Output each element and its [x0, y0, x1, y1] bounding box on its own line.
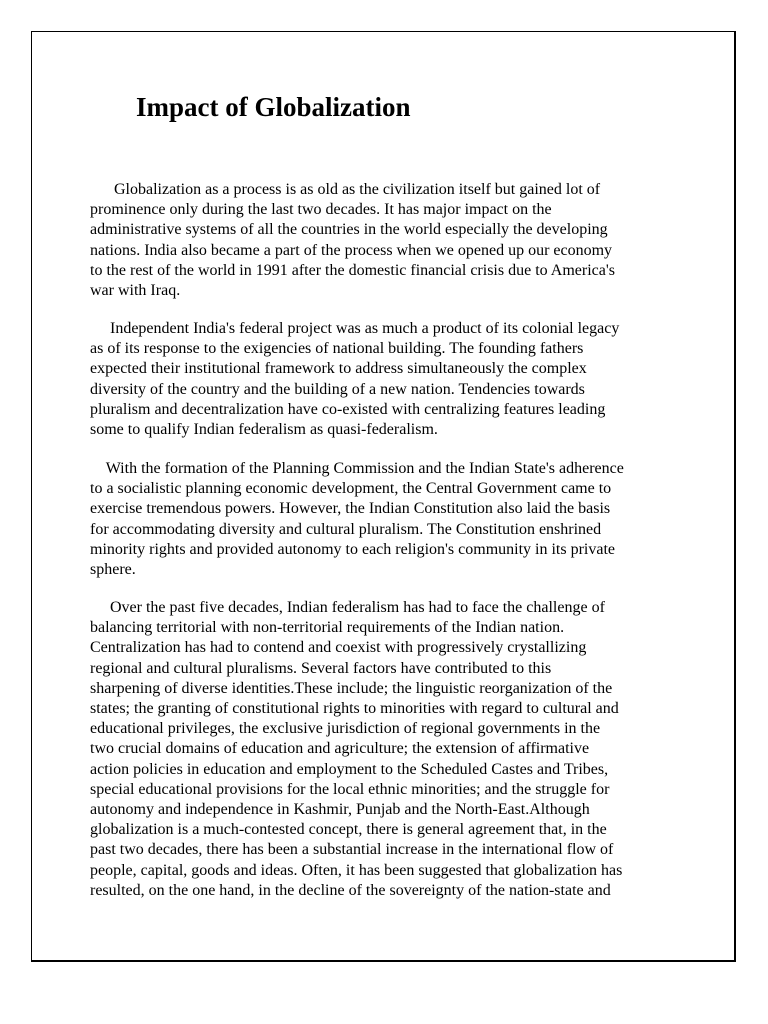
text-line: balancing territorial with non-territorial requirements of the Indian nation. [90, 619, 565, 637]
paragraph-federal-project [90, 319, 690, 440]
text-line: war with Iraq. [90, 282, 181, 300]
text-line: two crucial domains of education and agriculture; the extension of affirmative [90, 740, 590, 758]
text-line: administrative systems of all the countries in the world especially the developing [90, 221, 608, 239]
text-line: people, capital, goods and ideas. Often, it has been suggested that globalization has [90, 861, 623, 879]
text-line: as of its response to the exigencies of national building. The founding fathers [90, 340, 584, 358]
text-line: special educational provisions for the local ethnic minorities; and the struggle for [90, 780, 610, 798]
text-line: Independent India's federal project was as much a product of its colonial legacy [90, 320, 620, 337]
text-line: Over the past five decades, Indian federalism has had to face the challenge of [90, 599, 605, 616]
text-line: some to qualify Indian federalism as quasi-federalism. [90, 421, 438, 439]
document-title: Impact of Globalization [136, 92, 411, 122]
text-line: prominence only during the last two decades. It has major impact on the [90, 201, 552, 219]
text-line: minority rights and provided autonomy to each religion's community in its private [90, 540, 616, 558]
text-line: sphere. [90, 561, 136, 579]
paragraph-planning-commission [90, 459, 690, 580]
text-line: pluralism and decentralization have co-existed with centralizing features leading [90, 400, 606, 418]
text-line: for accommodating diversity and cultural pluralism. The Constitution enshrined [90, 520, 602, 538]
text-line: to the rest of the world in 1991 after the domestic financial crisis due to America's [90, 261, 615, 279]
text-line: With the formation of the Planning Commission and the Indian State's adherence [90, 460, 624, 477]
text-line: exercise tremendous powers. However, the Indian Constitution also laid the basis [90, 500, 611, 518]
text-line: regional and cultural pluralisms. Several factors have contributed to this [90, 659, 552, 677]
text-line: nations. India also became a part of the process when we opened up our economy [90, 241, 613, 259]
text-line: globalization is a much-contested concept, there is general agreement that, in the [90, 821, 607, 839]
text-line: autonomy and independence in Kashmir, Punjab and the North-East.Although [90, 801, 590, 819]
paragraph-five-decades [90, 598, 690, 901]
text-line: resulted, on the one hand, in the decline of the sovereignty of the nation-state and [90, 881, 611, 899]
text-line: educational privileges, the exclusive jurisdiction of regional governments in the [90, 720, 601, 738]
text-line: Globalization as a process is as old as the civilization itself but gained lot of [90, 181, 601, 198]
text-line: states; the granting of constitutional rights to minorities with regard to cultural and [90, 700, 619, 718]
text-line: expected their institutional framework to address simultaneously the complex [90, 360, 587, 378]
text-line: diversity of the country and the building of a new nation. Tendencies towards [90, 380, 585, 398]
text-line: Centralization has had to contend and coexist with progressively crystallizing [90, 639, 587, 657]
text-line: past two decades, there has been a substantial increase in the international flow of [90, 841, 614, 859]
text-line: action policies in education and employment to the Scheduled Castes and Tribes, [90, 760, 609, 778]
paragraph-globalization-intro [90, 180, 690, 301]
text-line: to a socialistic planning economic development, the Central Government came to [90, 480, 612, 498]
text-line: sharpening of diverse identities.These include; the linguistic reorganization of the [90, 679, 613, 697]
